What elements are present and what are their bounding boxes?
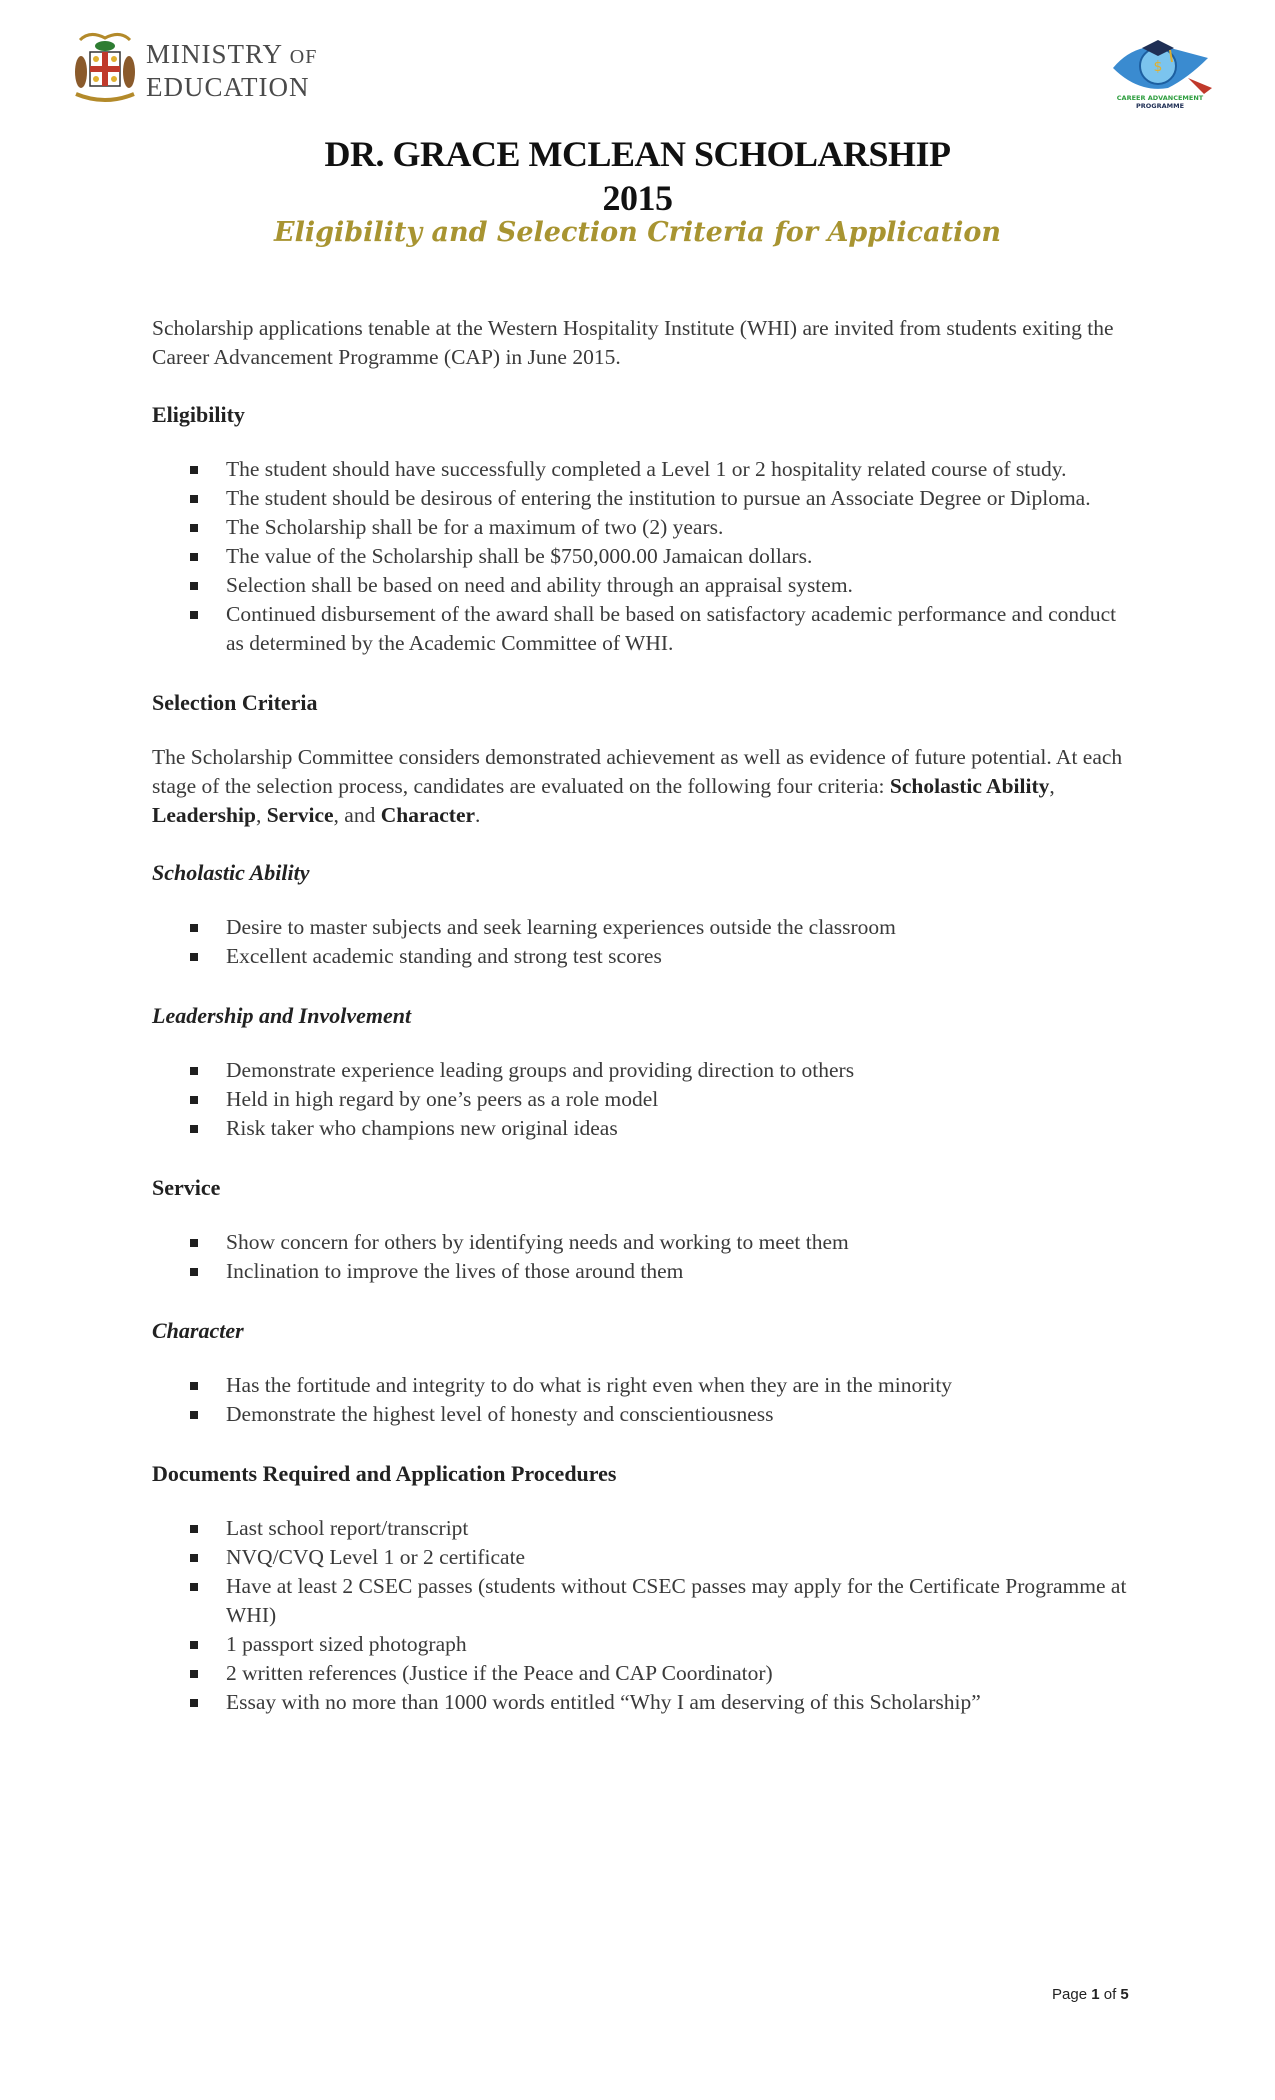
document-subtitle: Eligibility and Selection Criteria for Application <box>274 217 1001 248</box>
svg-text:PROGRAMME: PROGRAMME <box>1135 102 1185 110</box>
list-item: Excellent academic standing and strong test scores <box>152 942 1132 971</box>
page-number: Page 1 of 5 <box>1052 1986 1129 2003</box>
list-item: The student should be desirous of entering the institution to pursue an Associate Degree or Diploma. <box>152 484 1132 513</box>
list-item: Show concern for others by identifying needs and working to meet them <box>152 1228 1132 1257</box>
bullet-icon <box>190 1583 198 1591</box>
list-item: Inclination to improve the lives of those around them <box>152 1257 1132 1286</box>
bullet-icon <box>190 1670 198 1678</box>
bullet-icon <box>190 1382 198 1390</box>
document-title <box>0 132 1275 220</box>
bullet-icon <box>190 553 198 561</box>
criterion-leadership: Leadership <box>152 803 256 827</box>
list-item: Held in high regard by one’s peers as a role model <box>152 1085 1132 1114</box>
service-list <box>152 1228 1132 1286</box>
bullet-icon <box>190 924 198 932</box>
list-item: The value of the Scholarship shall be $750,000.00 Jamaican dollars. <box>152 542 1132 571</box>
scholastic-ability-heading: Scholastic Ability <box>152 860 310 885</box>
bullet-icon <box>190 953 198 961</box>
bullet-icon <box>190 1067 198 1075</box>
character-heading: Character <box>152 1318 244 1343</box>
of-word: OF <box>289 45 318 68</box>
bullet-icon <box>190 1239 198 1247</box>
bullet-icon <box>190 582 198 590</box>
documents-heading: Documents Required and Application Procedures <box>152 1461 617 1486</box>
bullet-icon <box>190 524 198 532</box>
list-item: Has the fortitude and integrity to do what is right even when they are in the minority <box>152 1371 1132 1400</box>
list-item: Demonstrate experience leading groups and providing direction to others <box>152 1056 1132 1085</box>
list-item: The Scholarship shall be for a maximum of two (2) years. <box>152 513 1132 542</box>
ministry-word: MINISTRY <box>146 38 283 69</box>
scholastic-list <box>152 913 1132 971</box>
title-line-2: 2015 <box>602 178 673 218</box>
bullet-icon <box>190 1096 198 1104</box>
eligibility-heading: Eligibility <box>152 402 245 427</box>
list-item: Last school report/transcript <box>152 1514 1132 1543</box>
bullet-icon <box>190 466 198 474</box>
bullet-icon <box>190 1268 198 1276</box>
bullet-icon <box>190 1699 198 1707</box>
bullet-icon <box>190 611 198 619</box>
eligibility-list <box>152 455 1132 658</box>
cap-logo-text: CAREER ADVANCEMENT <box>1116 94 1204 102</box>
selection-criteria-heading: Selection Criteria <box>152 690 318 715</box>
intro-paragraph: Scholarship applications tenable at the Western Hospitality Institute (WHI) are invited from students exiting the Career Advancement Programme (CAP) in June 2015. <box>152 316 1114 369</box>
title-line-1: DR. GRACE MCLEAN SCHOLARSHIP <box>324 134 951 174</box>
list-item: Essay with no more than 1000 words entitled “Why I am deserving of this Scholarship” <box>152 1688 1132 1717</box>
svg-text:$: $ <box>1153 59 1163 75</box>
bullet-icon <box>190 1641 198 1649</box>
list-item: 2 written references (Justice if the Peace and CAP Coordinator) <box>152 1659 1132 1688</box>
leadership-list <box>152 1056 1132 1143</box>
bullet-icon <box>190 495 198 503</box>
list-item: Risk taker who champions new original ideas <box>152 1114 1132 1143</box>
leadership-heading: Leadership and Involvement <box>152 1003 412 1028</box>
documents-list <box>152 1514 1132 1717</box>
coat-of-arms-icon <box>70 30 140 110</box>
list-item: Desire to master subjects and seek learning experiences outside the classroom <box>152 913 1132 942</box>
list-item: The student should have successfully completed a Level 1 or 2 hospitality related course of study. <box>152 455 1132 484</box>
ministry-wordmark <box>146 39 317 102</box>
list-item: 1 passport sized photograph <box>152 1630 1132 1659</box>
ministry-logo <box>70 30 317 110</box>
service-heading: Service <box>152 1175 221 1200</box>
bullet-icon <box>190 1525 198 1533</box>
education-word: EDUCATION <box>146 71 310 102</box>
cap-logo <box>1108 28 1218 113</box>
list-item: Continued disbursement of the award shall be based on satisfactory academic performance and conduct as determined by the Academic Committee of WHI. <box>152 600 1132 658</box>
document-body <box>152 314 1132 1747</box>
list-item: Have at least 2 CSEC passes (students without CSEC passes may apply for the Certificate Programme at WHI) <box>152 1572 1132 1630</box>
bullet-icon <box>190 1125 198 1133</box>
bullet-icon <box>190 1554 198 1562</box>
list-item: NVQ/CVQ Level 1 or 2 certificate <box>152 1543 1132 1572</box>
criterion-scholastic: Scholastic Ability <box>889 774 1050 798</box>
selection-criteria-paragraph: The Scholarship Committee considers demonstrated achievement as well as evidence of future potential. At each stage of the selection process, candidates are evaluated on the following four criteria: Scholastic Ability, Leadership, Service, and Character. <box>152 745 1123 827</box>
criterion-character: Character <box>380 803 476 827</box>
bullet-icon <box>190 1411 198 1419</box>
character-list <box>152 1371 1132 1429</box>
list-item: Selection shall be based on need and ability through an appraisal system. <box>152 571 1132 600</box>
list-item: Demonstrate the highest level of honesty and conscientiousness <box>152 1400 1132 1429</box>
criterion-service: Service <box>266 803 334 827</box>
